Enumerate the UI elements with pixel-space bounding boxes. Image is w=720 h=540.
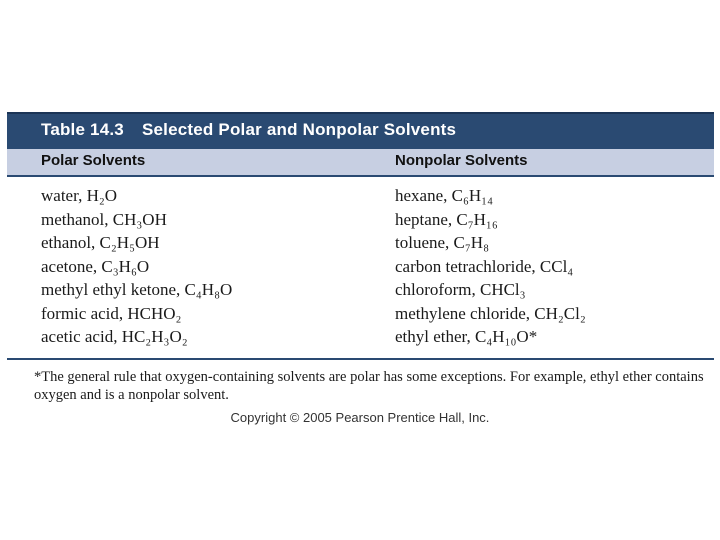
nonpolar-solvent-cell: heptane, C₇H₁₆ <box>395 209 498 229</box>
table-row <box>7 210 714 234</box>
table-number: Table 14.3 <box>41 120 124 139</box>
nonpolar-solvent-cell: toluene, C₇H₈ <box>395 233 490 252</box>
table-row <box>7 186 714 210</box>
table-title-bar <box>7 112 714 151</box>
table-row <box>7 257 714 281</box>
copyright-notice: Copyright © 2005 Pearson Prentice Hall, Inc. <box>230 410 490 425</box>
table-row <box>7 304 714 328</box>
column-header-polar: Polar Solvents <box>41 152 146 169</box>
table-body <box>7 186 714 351</box>
polar-solvent-cell: formic acid, HCHO₂ <box>41 303 182 323</box>
table-footnote: *The general rule that oxygen-containing solvents are polar has some exceptions. For example, ethyl ether contains oxygen and is a nonpolar solvent. <box>34 369 704 403</box>
table-title <box>41 120 456 140</box>
polar-solvent-cell: acetic acid, HC₂H₃O₂ <box>41 327 188 346</box>
table-title-text: Selected Polar and Nonpolar Solvents <box>141 120 457 139</box>
column-header-row <box>7 149 714 177</box>
table-bottom-rule <box>7 358 714 360</box>
table-row <box>7 233 714 257</box>
nonpolar-solvent-cell: methylene chloride, CH₂Cl₂ <box>395 303 586 323</box>
nonpolar-solvent-cell: hexane, C₆H₁₄ <box>395 186 494 205</box>
nonpolar-solvent-cell: chloroform, CHCl₃ <box>395 280 526 299</box>
column-header-nonpolar: Nonpolar Solvents <box>395 152 528 169</box>
table-row <box>7 280 714 304</box>
polar-solvent-cell: methanol, CH₃OH <box>41 209 167 229</box>
polar-solvent-cell: ethanol, C₂H₅OH <box>41 233 160 252</box>
polar-solvent-cell: methyl ethyl ketone, C₄H₈O <box>41 280 233 299</box>
polar-solvent-cell: water, H₂O <box>41 186 118 205</box>
table-row <box>7 327 714 351</box>
polar-solvent-cell: acetone, C₃H₆O <box>41 256 150 276</box>
nonpolar-solvent-cell: carbon tetrachloride, CCl₄ <box>395 256 574 276</box>
nonpolar-solvent-cell: ethyl ether, C₄H₁₀O* <box>395 327 538 346</box>
